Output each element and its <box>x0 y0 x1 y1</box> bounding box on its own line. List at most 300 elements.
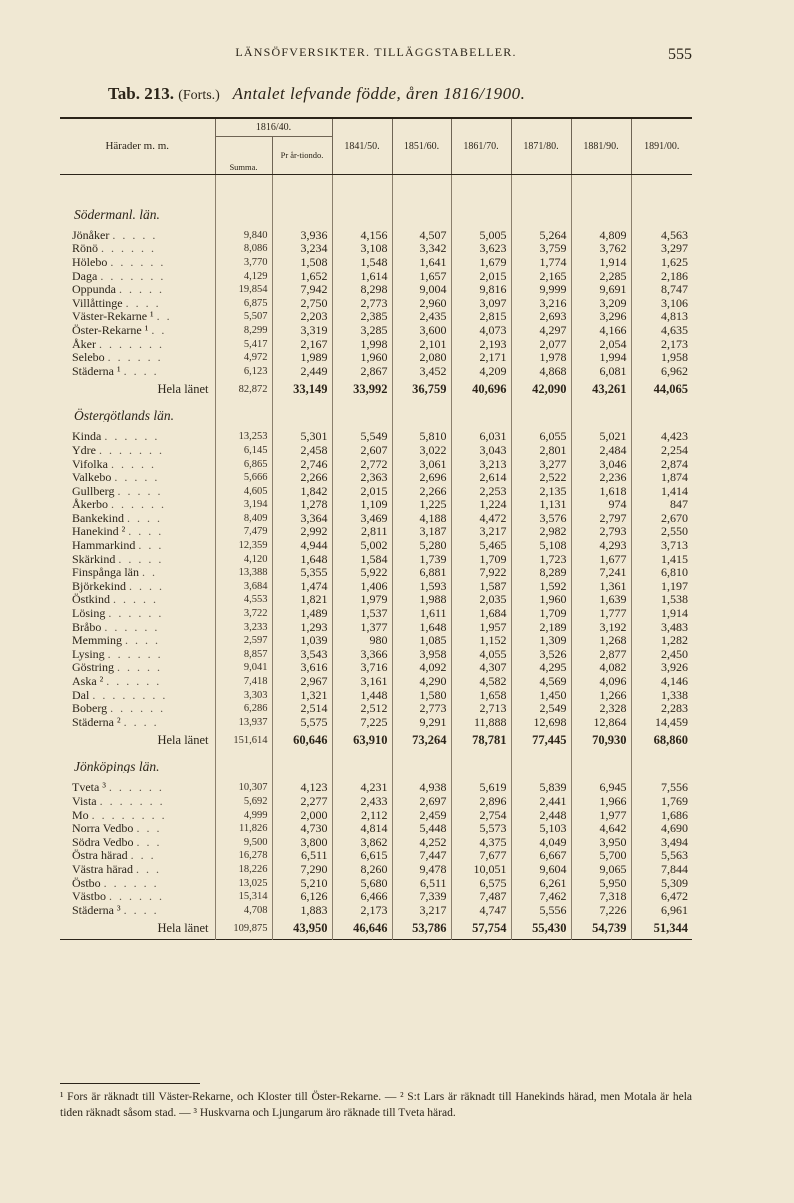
total-summa: 109,875 <box>215 917 272 940</box>
value-1881-90: 12,864 <box>571 716 631 730</box>
value-1881-90: 4,096 <box>571 675 631 689</box>
leader-dots: . . . . <box>127 511 162 525</box>
value-1861-70: 9,816 <box>451 283 511 297</box>
leader-dots: . . . . . <box>118 552 164 566</box>
leader-dots: . . . . . <box>112 228 158 242</box>
value-pr-artionde: 6,126 <box>272 890 332 904</box>
district-label: Aska ² <box>72 674 104 689</box>
value-1871-80: 1,960 <box>511 593 571 607</box>
value-1841-50: 8,260 <box>332 863 392 877</box>
table-row <box>60 661 692 675</box>
value-1851-60: 9,478 <box>392 863 451 877</box>
value-1881-90: 5,700 <box>571 849 631 863</box>
value-1891-00: 5,309 <box>631 876 692 890</box>
spacer-cell <box>272 174 332 199</box>
district-name <box>60 863 215 877</box>
value-1841-50: 1,960 <box>332 351 392 365</box>
district-label: Kinda <box>72 430 102 444</box>
value-1881-90: 1,268 <box>571 634 631 648</box>
district-name <box>60 337 215 351</box>
value-1871-80: 4,569 <box>511 675 571 689</box>
value-pr-artionde: 1,989 <box>272 351 332 365</box>
spacer-cell <box>60 221 215 229</box>
leader-dots: . . . . . <box>110 457 156 471</box>
value-1881-90: 3,296 <box>571 310 631 324</box>
value-1851-60: 7,339 <box>392 890 451 904</box>
table-caption <box>108 84 708 104</box>
value-1891-00: 1,414 <box>631 484 692 498</box>
value-1851-60: 3,187 <box>392 525 451 539</box>
value-1861-70: 2,193 <box>451 337 511 351</box>
header-1861-70: 1861/70. <box>451 118 511 174</box>
leader-dots: . . . . . . <box>101 242 157 256</box>
leader-dots: . . . . . <box>114 470 160 485</box>
value-1871-80: 2,982 <box>511 525 571 539</box>
value-1851-60: 1,739 <box>392 552 451 566</box>
value-1881-90: 9,691 <box>571 283 631 297</box>
value-1881-90: 7,318 <box>571 890 631 904</box>
district-label: Städerna ¹ <box>72 364 121 378</box>
value-1841-50: 4,814 <box>332 822 392 836</box>
value-1891-00: 4,146 <box>631 675 692 689</box>
value-1881-90: 2,797 <box>571 512 631 526</box>
value-1871-80: 8,289 <box>511 566 571 580</box>
value-1881-90: 3,046 <box>571 457 631 471</box>
district-label: Åkerbo <box>72 498 108 512</box>
value-1871-80: 4,295 <box>511 661 571 675</box>
section-empty-cell <box>571 751 631 773</box>
table-row <box>60 903 692 917</box>
value-summa: 4,708 <box>215 903 272 917</box>
page-number: 555 <box>668 46 692 63</box>
total-1891-00: 68,860 <box>631 729 692 751</box>
leader-dots: . . . <box>138 538 164 553</box>
district-label: Daga <box>72 269 98 283</box>
table-row <box>60 566 692 580</box>
table-row <box>60 471 692 485</box>
value-1861-70: 1,587 <box>451 580 511 594</box>
value-1851-60: 3,061 <box>392 457 451 471</box>
value-1891-00: 3,713 <box>631 539 692 553</box>
table-row <box>60 324 692 338</box>
value-1841-50: 3,285 <box>332 324 392 338</box>
value-1871-80: 1,592 <box>511 580 571 594</box>
value-1881-90: 6,945 <box>571 781 631 795</box>
total-1841-50: 46,646 <box>332 917 392 940</box>
value-1861-70: 5,619 <box>451 781 511 795</box>
district-name <box>60 256 215 270</box>
value-1881-90: 1,266 <box>571 688 631 702</box>
value-1841-50: 2,512 <box>332 702 392 716</box>
value-1841-50: 2,772 <box>332 457 392 471</box>
value-pr-artionde: 2,203 <box>272 310 332 324</box>
value-pr-artionde: 3,319 <box>272 324 332 338</box>
value-1841-50: 1,979 <box>332 593 392 607</box>
district-name <box>60 795 215 809</box>
value-summa: 9,041 <box>215 661 272 675</box>
value-1891-00: 5,563 <box>631 849 692 863</box>
value-1861-70: 4,055 <box>451 648 511 662</box>
value-summa: 4,120 <box>215 552 272 566</box>
value-1891-00: 3,494 <box>631 835 692 849</box>
district-label: Bankekind <box>72 511 124 525</box>
leader-dots: . . . . . . <box>104 430 160 444</box>
value-1861-70: 11,888 <box>451 716 511 730</box>
value-1871-80: 2,801 <box>511 444 571 458</box>
total-1851-60: 73,264 <box>392 729 451 751</box>
value-1881-90: 3,762 <box>571 242 631 256</box>
value-summa: 18,226 <box>215 863 272 877</box>
value-pr-artionde: 1,648 <box>272 552 332 566</box>
value-1891-00: 7,556 <box>631 781 692 795</box>
leader-dots: . . . . <box>123 364 159 378</box>
value-1861-70: 1,152 <box>451 634 511 648</box>
total-row <box>60 378 692 400</box>
leader-dots: . . . <box>135 862 161 876</box>
value-1851-60: 1,657 <box>392 269 451 283</box>
value-1871-80: 12,698 <box>511 716 571 730</box>
leader-dots: . . . . . . . . <box>92 688 168 702</box>
table-row <box>60 849 692 863</box>
leader-dots: . . . <box>136 835 162 849</box>
spacer-row <box>60 422 692 430</box>
header-summa: Summa. <box>215 136 272 174</box>
value-1841-50: 5,680 <box>332 876 392 890</box>
value-1851-60: 6,881 <box>392 566 451 580</box>
leader-dots: . . . . . . . <box>99 337 164 351</box>
table-row <box>60 256 692 270</box>
value-pr-artionde: 1,842 <box>272 484 332 498</box>
value-summa: 6,875 <box>215 296 272 310</box>
value-1861-70: 2,614 <box>451 471 511 485</box>
leader-dots: . . . . . . <box>111 498 166 512</box>
value-1861-70: 5,465 <box>451 539 511 553</box>
spacer-cell <box>392 174 451 199</box>
spacer-cell <box>571 773 631 781</box>
value-summa: 13,388 <box>215 566 272 580</box>
total-1871-80: 42,090 <box>511 378 571 400</box>
district-name <box>60 675 215 689</box>
leader-dots: . . . . . . <box>108 781 164 795</box>
value-1851-60: 2,101 <box>392 337 451 351</box>
value-1851-60: 3,022 <box>392 444 451 458</box>
value-1841-50: 980 <box>332 634 392 648</box>
district-label: Städerna ³ <box>72 903 121 917</box>
value-1861-70: 4,209 <box>451 364 511 378</box>
value-1841-50: 6,466 <box>332 890 392 904</box>
value-1871-80: 5,839 <box>511 781 571 795</box>
district-label: Dal <box>72 688 90 702</box>
district-name <box>60 444 215 458</box>
value-1881-90: 3,209 <box>571 296 631 310</box>
district-name <box>60 634 215 648</box>
value-1841-50: 3,469 <box>332 512 392 526</box>
value-1891-00: 1,282 <box>631 634 692 648</box>
value-1871-80: 5,556 <box>511 903 571 917</box>
section-empty-cell <box>571 400 631 422</box>
spacer-cell <box>631 221 692 229</box>
table-row <box>60 702 692 716</box>
value-1871-80: 9,999 <box>511 283 571 297</box>
table-number: Tab. 213. <box>108 84 174 103</box>
value-summa: 8,299 <box>215 324 272 338</box>
total-1841-50: 33,992 <box>332 378 392 400</box>
value-summa: 3,722 <box>215 607 272 621</box>
value-pr-artionde: 2,277 <box>272 795 332 809</box>
table-row <box>60 716 692 730</box>
value-pr-artionde: 1,278 <box>272 498 332 512</box>
value-pr-artionde: 2,514 <box>272 702 332 716</box>
value-pr-artionde: 1,321 <box>272 688 332 702</box>
value-summa: 8,409 <box>215 512 272 526</box>
district-name <box>60 525 215 539</box>
value-1871-80: 2,693 <box>511 310 571 324</box>
value-1871-80: 2,135 <box>511 484 571 498</box>
leader-dots: . . . . <box>129 579 164 593</box>
table-row <box>60 648 692 662</box>
value-summa: 6,286 <box>215 702 272 716</box>
value-1871-80: 2,441 <box>511 795 571 809</box>
table-subtitle: Antalet lefvande födde, åren 1816/1900. <box>232 84 526 103</box>
total-pr-artionde: 33,149 <box>272 378 332 400</box>
value-1871-80: 2,448 <box>511 808 571 822</box>
value-1871-80: 2,165 <box>511 269 571 283</box>
value-1861-70: 1,709 <box>451 552 511 566</box>
value-1881-90: 1,639 <box>571 593 631 607</box>
spacer-cell <box>511 773 571 781</box>
value-1841-50: 4,156 <box>332 229 392 243</box>
value-1861-70: 10,051 <box>451 863 511 877</box>
total-1861-70: 57,754 <box>451 917 511 940</box>
value-1891-00: 4,690 <box>631 822 692 836</box>
value-1851-60: 1,580 <box>392 688 451 702</box>
total-1851-60: 36,759 <box>392 378 451 400</box>
spacer-cell <box>571 174 631 199</box>
district-name <box>60 539 215 553</box>
value-1861-70: 6,031 <box>451 430 511 444</box>
value-1851-60: 3,958 <box>392 648 451 662</box>
district-label: Skärkind <box>72 552 116 566</box>
value-summa: 3,233 <box>215 620 272 634</box>
table-row <box>60 242 692 256</box>
footnote-text: ¹ Fors är räknadt till Väster-Rekarne, och Kloster till Öster-Rekarne. — ² S:t Lars är räknadt till Hanekinds härad, men Motala är hela tiden räknadt såsom stad. — ³ Huskvarna och Ljungarum äro räknade till Tveta härad. <box>60 1091 692 1119</box>
value-1861-70: 4,582 <box>451 675 511 689</box>
spacer-cell <box>60 773 215 781</box>
table-row <box>60 539 692 553</box>
table-row <box>60 351 692 365</box>
value-1891-00: 1,338 <box>631 688 692 702</box>
leader-dots: . . <box>156 310 172 324</box>
value-1881-90: 3,192 <box>571 620 631 634</box>
district-name <box>60 688 215 702</box>
value-summa: 3,770 <box>215 256 272 270</box>
value-1871-80: 5,108 <box>511 539 571 553</box>
value-1851-60: 3,600 <box>392 324 451 338</box>
value-1841-50: 2,433 <box>332 795 392 809</box>
value-pr-artionde: 5,575 <box>272 716 332 730</box>
leader-dots: . . . . . . <box>108 606 164 621</box>
value-summa: 8,086 <box>215 242 272 256</box>
value-1891-00: 1,415 <box>631 552 692 566</box>
leader-dots: . . . . . <box>117 484 163 498</box>
header-1891-00: 1891/00. <box>631 118 692 174</box>
value-1891-00: 6,810 <box>631 566 692 580</box>
district-name <box>60 310 215 324</box>
table-row <box>60 229 692 243</box>
district-label: Hanekind ² <box>72 525 126 539</box>
value-1871-80: 3,277 <box>511 457 571 471</box>
value-1891-00: 1,958 <box>631 351 692 365</box>
total-1851-60: 53,786 <box>392 917 451 940</box>
value-pr-artionde: 1,508 <box>272 256 332 270</box>
spacer-cell <box>332 422 392 430</box>
value-1891-00: 1,769 <box>631 795 692 809</box>
value-1891-00: 2,173 <box>631 337 692 351</box>
value-pr-artionde: 7,290 <box>272 863 332 877</box>
value-1851-60: 3,452 <box>392 364 451 378</box>
section-title: Södermanl. län. <box>74 206 160 221</box>
spacer-cell <box>215 773 272 781</box>
value-1861-70: 3,623 <box>451 242 511 256</box>
value-1851-60: 2,459 <box>392 808 451 822</box>
section-empty-cell <box>571 199 631 221</box>
leader-dots: . . . . . . <box>107 647 163 661</box>
value-summa: 8,857 <box>215 648 272 662</box>
value-1891-00: 847 <box>631 498 692 512</box>
district-name <box>60 702 215 716</box>
value-1891-00: 1,874 <box>631 471 692 485</box>
section-empty-cell <box>215 751 272 773</box>
district-label: Västbo <box>72 889 106 904</box>
value-summa: 3,684 <box>215 580 272 594</box>
district-label: Åker <box>72 337 96 351</box>
leader-dots: . . . . <box>128 525 164 539</box>
section-empty-cell <box>332 400 392 422</box>
value-1891-00: 14,459 <box>631 716 692 730</box>
value-1841-50: 1,537 <box>332 607 392 621</box>
table-row <box>60 795 692 809</box>
table-row <box>60 525 692 539</box>
value-1881-90: 1,914 <box>571 256 631 270</box>
value-1891-00: 3,106 <box>631 296 692 310</box>
spacer-cell <box>451 221 511 229</box>
value-1861-70: 7,922 <box>451 566 511 580</box>
value-1891-00: 7,844 <box>631 863 692 877</box>
value-summa: 3,194 <box>215 498 272 512</box>
spacer-cell <box>511 422 571 430</box>
total-label: Hela länet <box>157 381 209 396</box>
value-pr-artionde: 1,293 <box>272 620 332 634</box>
total-1891-00: 51,344 <box>631 917 692 940</box>
table-row <box>60 822 692 836</box>
leader-dots: . . . . . <box>113 593 159 607</box>
value-summa: 19,854 <box>215 283 272 297</box>
district-name <box>60 903 215 917</box>
total-label: Hela länet <box>157 920 209 935</box>
value-1891-00: 2,254 <box>631 444 692 458</box>
value-1881-90: 4,082 <box>571 661 631 675</box>
value-1861-70: 2,171 <box>451 351 511 365</box>
value-1881-90: 1,361 <box>571 580 631 594</box>
value-1851-60: 1,611 <box>392 607 451 621</box>
table-row <box>60 552 692 566</box>
value-1881-90: 6,081 <box>571 364 631 378</box>
district-name <box>60 849 215 863</box>
value-1861-70: 4,375 <box>451 835 511 849</box>
value-1891-00: 4,563 <box>631 229 692 243</box>
value-summa: 9,840 <box>215 229 272 243</box>
leader-dots: . . . <box>136 821 162 836</box>
total-pr-artionde: 43,950 <box>272 917 332 940</box>
value-pr-artionde: 3,543 <box>272 648 332 662</box>
spacer-cell <box>631 422 692 430</box>
value-1851-60: 2,696 <box>392 471 451 485</box>
table-row <box>60 269 692 283</box>
value-summa: 4,999 <box>215 808 272 822</box>
value-1881-90: 1,777 <box>571 607 631 621</box>
value-pr-artionde: 1,821 <box>272 593 332 607</box>
value-1851-60: 6,511 <box>392 876 451 890</box>
district-label: Mo <box>72 808 89 822</box>
value-1841-50: 5,549 <box>332 430 392 444</box>
value-summa: 5,692 <box>215 795 272 809</box>
value-pr-artionde: 5,355 <box>272 566 332 580</box>
total-pr-artionde: 60,646 <box>272 729 332 751</box>
leader-dots: . . . . . . <box>103 876 159 890</box>
value-1861-70: 1,224 <box>451 498 511 512</box>
district-label: Hammarkind <box>72 538 136 553</box>
value-1841-50: 1,614 <box>332 269 392 283</box>
value-pr-artionde: 3,616 <box>272 661 332 675</box>
district-name <box>60 716 215 730</box>
spacer-cell <box>332 773 392 781</box>
district-label: Lysing <box>72 647 105 661</box>
spacer-cell <box>451 174 511 199</box>
value-pr-artionde: 1,474 <box>272 580 332 594</box>
leader-dots: . . . <box>130 849 156 863</box>
spacer-cell <box>511 221 571 229</box>
district-name <box>60 822 215 836</box>
value-1881-90: 1,994 <box>571 351 631 365</box>
total-1871-80: 55,430 <box>511 917 571 940</box>
value-1851-60: 2,697 <box>392 795 451 809</box>
value-1871-80: 2,077 <box>511 337 571 351</box>
value-1841-50: 6,615 <box>332 849 392 863</box>
leader-dots: . . . . . . <box>106 674 162 689</box>
district-name <box>60 364 215 378</box>
section-empty-cell <box>272 751 332 773</box>
value-1861-70: 1,679 <box>451 256 511 270</box>
spacer-cell <box>571 422 631 430</box>
value-1871-80: 2,189 <box>511 620 571 634</box>
value-summa: 4,129 <box>215 269 272 283</box>
district-label: Björkekind <box>72 579 126 593</box>
value-summa: 11,826 <box>215 822 272 836</box>
section-empty-cell <box>631 751 692 773</box>
value-1841-50: 2,363 <box>332 471 392 485</box>
district-name <box>60 269 215 283</box>
section-empty-cell <box>451 199 511 221</box>
spacer-cell <box>511 174 571 199</box>
district-label: Finspånga län <box>72 565 139 580</box>
total-row <box>60 917 692 940</box>
value-pr-artionde: 2,167 <box>272 337 332 351</box>
spacer-row <box>60 773 692 781</box>
district-name <box>60 876 215 890</box>
table-row <box>60 484 692 498</box>
district-name <box>60 484 215 498</box>
header-1881-90: 1881/90. <box>571 118 631 174</box>
